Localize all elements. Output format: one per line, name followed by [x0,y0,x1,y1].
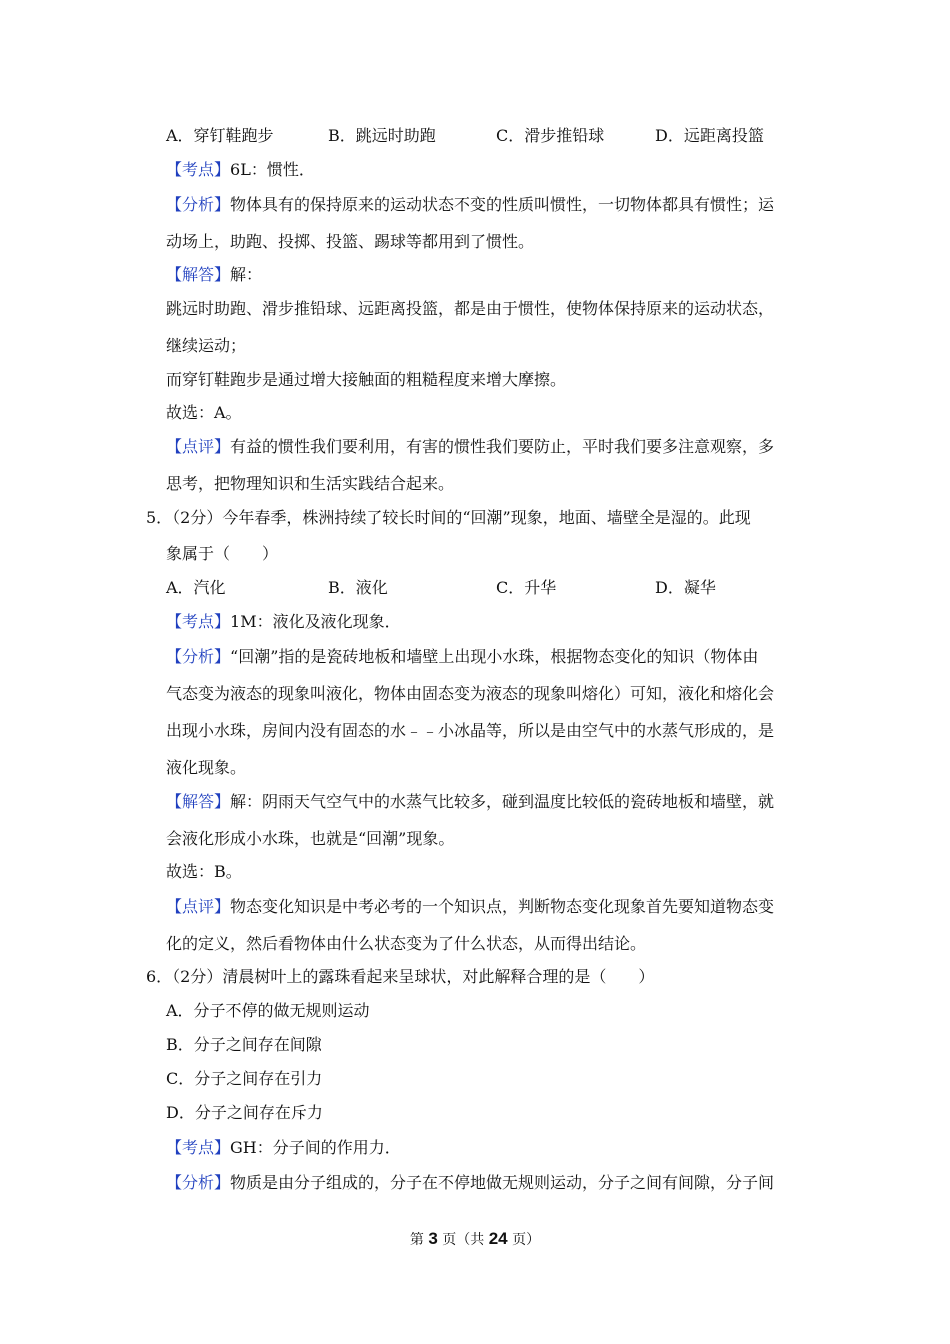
dianping-text: 有益的惯性我们要利用，有害的惯性我们要防止，平时我们要多注意观察，多 [230,437,775,456]
fenxi-line [166,195,774,215]
solution-text: 而穿钉鞋跑步是通过增大接触面的粗糙程度来增大摩擦。 [166,370,567,389]
kaodian-text: 6L：惯性． [230,160,315,179]
option-d: D．凝华 [655,578,716,597]
fenxi-tag: 【分析】 [166,1173,231,1192]
option-b: B．液化 [328,578,388,597]
footer-suffix: 页） [512,1232,541,1248]
question-stem: 5．（2分）今年春季，株洲持续了较长时间的“回潮”现象，地面、墙壁全是湿的。此现 [146,508,751,527]
fenxi-text: 动场上，助跑、投掷、投篮、踢球等都用到了惯性。 [166,232,535,251]
fenxi-text: 物质是由分子组成的，分子在不停地做无规则运动，分子之间有间隙，分子间 [230,1173,775,1192]
jieda-tag: 【解答】 [166,265,231,284]
jieda-line [166,792,774,812]
fenxi-text: 液化现象。 [166,758,247,777]
total-pages: 24 [488,1229,508,1248]
answer-text: 故选：A。 [166,403,242,422]
dianping-tag: 【点评】 [166,437,231,456]
question-stem: 6．（2分）清晨树叶上的露珠看起来呈球状，对此解释合理的是（ ） [146,967,655,986]
dianping-line [166,437,774,457]
option-c: C．升华 [496,578,557,597]
kaodian-text: 1M：液化及液化现象． [230,612,401,631]
option-d: D．分子之间存在斥力 [166,1103,323,1122]
kaodian-line [166,1138,401,1158]
option-a: A．分子不停的做无规则运动 [166,1001,370,1020]
jieda-text: 解：阴雨天气空气中的水蒸气比较多，碰到温度比较低的瓷砖地板和墙壁，就 [230,792,775,811]
page-number: 3 [428,1229,438,1248]
fenxi-line [166,1173,774,1193]
question-stem: 象属于（ ） [166,544,279,563]
jieda-tag: 【解答】 [166,792,231,811]
footer-prefix: 第 [409,1232,424,1248]
fenxi-text: 气态变为液态的现象叫液化，物体由固态变为液态的现象叫熔化）可知，液化和熔化会 [166,684,775,703]
page-footer [0,1229,950,1250]
jieda-line [166,265,262,285]
dianping-line [166,897,774,917]
jieda-text: 会液化形成小水珠，也就是“回潮”现象。 [166,829,455,848]
fenxi-text: 出现小水珠，房间内没有固态的水﹣﹣小冰晶等，所以是由空气中的水蒸气形成的，是 [166,721,775,740]
kaodian-tag: 【考点】 [166,612,231,631]
option-a: A．汽化 [166,578,226,597]
option-c: C．分子之间存在引力 [166,1069,323,1088]
option-a: A．穿钉鞋跑步 [166,126,274,145]
kaodian-line [166,160,315,180]
answer-text: 故选：B。 [166,862,242,881]
kaodian-tag: 【考点】 [166,1138,231,1157]
dianping-text: 思考，把物理知识和生活实践结合起来。 [166,474,455,493]
option-d: D．远距离投篮 [655,126,764,145]
solution-text: 跳远时助跑、滑步推铅球、远距离投篮，都是由于惯性，使物体保持原来的运动状态， [166,299,775,318]
fenxi-tag: 【分析】 [166,195,231,214]
option-b: B．跳远时助跑 [328,126,436,145]
dianping-text: 化的定义，然后看物体由什么状态变为了什么状态，从而得出结论。 [166,934,647,953]
solution-text: 继续运动； [166,336,247,355]
option-c: C．滑步推铅球 [496,126,605,145]
fenxi-line [166,647,758,667]
fenxi-text: “回潮”指的是瓷砖地板和墙壁上出现小水珠，根据物态变化的知识（物体由 [230,647,759,666]
fenxi-text: 物体具有的保持原来的运动状态不变的性质叫惯性，一切物体都具有惯性；运 [230,195,775,214]
kaodian-text: GH：分子间的作用力． [230,1138,401,1157]
dianping-tag: 【点评】 [166,897,231,916]
footer-middle: 页（共 [442,1232,485,1248]
option-b: B．分子之间存在间隙 [166,1035,322,1054]
dianping-text: 物态变化知识是中考必考的一个知识点，判断物态变化现象首先要知道物态变 [230,897,775,916]
kaodian-line [166,612,401,632]
kaodian-tag: 【考点】 [166,160,231,179]
fenxi-tag: 【分析】 [166,647,231,666]
jieda-text: 解： [230,265,263,284]
